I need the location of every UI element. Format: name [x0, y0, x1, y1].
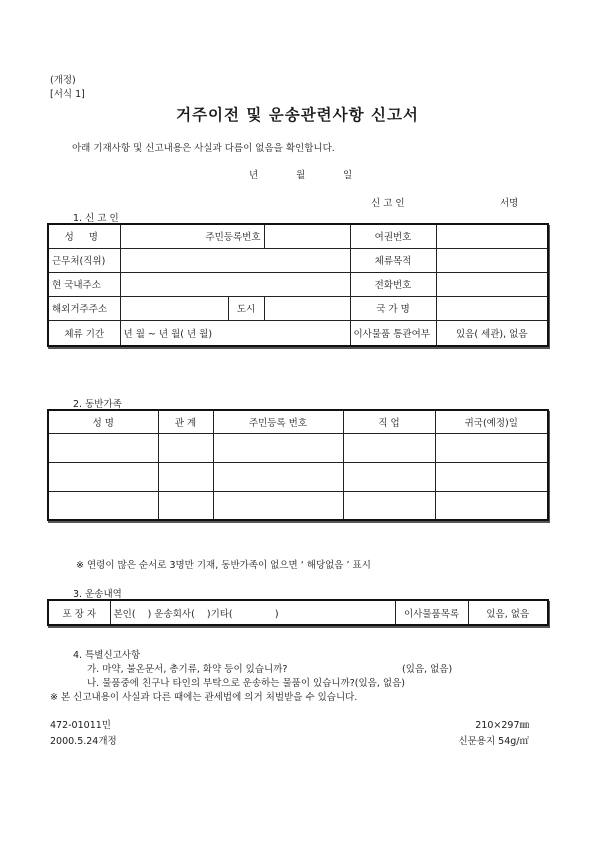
date-year-label: 년: [249, 170, 259, 181]
packer-options-field[interactable]: 본인( ) 운송회사( )기타( ): [110, 600, 395, 625]
stay-purpose-field[interactable]: [436, 248, 548, 272]
declarant-table: [47, 223, 549, 347]
penalty-warning: ※ 본 신고내용이 사실과 다른 때에는 관세법에 의거 처벌받을 수 있습니다.: [50, 692, 358, 703]
date-day-label: 일: [343, 170, 353, 181]
paper-size: 210×297㎜: [475, 720, 529, 731]
transport-table: [47, 599, 549, 626]
family-cell[interactable]: [343, 491, 435, 520]
table-row: [48, 462, 548, 491]
packer-label: 포 장 자: [48, 600, 110, 625]
stay-period-label: 체류 기간: [48, 320, 120, 346]
confirmation-text: 아래 기재사항 및 신고내용은 사실과 다름이 없음을 확인합니다.: [72, 143, 335, 154]
family-header-row: [48, 410, 548, 433]
family-col-resident-number: 주민등록 번호: [213, 410, 343, 433]
family-note: ※ 연령이 많은 순서로 3명만 기재, 동반가족이 없으면 ‘ 해당없음 ’ 표시: [76, 560, 371, 571]
city-label: 도시: [228, 296, 264, 320]
section3-heading: 3. 운송내역: [73, 589, 122, 600]
goods-list-answer-field[interactable]: 있음, 없음: [468, 600, 548, 625]
revision-date: 2000.5.24개정: [50, 736, 117, 747]
section2-heading: 2. 동반가족: [73, 399, 122, 410]
declarant-row-4: [48, 296, 548, 320]
family-cell[interactable]: [343, 433, 435, 462]
domestic-address-field[interactable]: [120, 272, 350, 296]
revision-tag: (개정): [50, 75, 76, 86]
declarant-row-3: [48, 272, 548, 296]
declarant-label: 신 고 인: [371, 198, 405, 209]
family-cell[interactable]: [213, 433, 343, 462]
special-item-a: 가. 마약, 불온문서, 총기류, 화약 등이 있습니까?: [87, 664, 288, 675]
family-cell[interactable]: [48, 491, 158, 520]
workplace-label: 근무처(직위): [48, 248, 120, 272]
stay-purpose-label: 체류목적: [350, 248, 436, 272]
city-field[interactable]: [264, 296, 350, 320]
special-item-b: 나. 물품중에 친구나 타인의 부탁으로 운송하는 물품이 있습니까?(있음, 없음): [87, 678, 405, 689]
family-col-return-date: 귀국(예정)일: [435, 410, 548, 433]
goods-list-label: 이사물품목록: [395, 600, 468, 625]
family-cell[interactable]: [213, 491, 343, 520]
country-label: 국 가 명: [350, 296, 436, 320]
section1-heading: 1. 신 고 인: [73, 213, 119, 224]
domestic-address-label: 현 국내주소: [48, 272, 120, 296]
date-month-label: 월: [296, 170, 306, 181]
resident-number-label: 주민등록번호: [120, 224, 264, 248]
form-number: [서식 1]: [50, 89, 85, 100]
table-row: [48, 491, 548, 520]
family-table: [47, 409, 549, 521]
phone-field[interactable]: [436, 272, 548, 296]
passport-number-field[interactable]: [436, 224, 548, 248]
name-label: 성 명: [48, 224, 120, 248]
signature-label: 서명: [500, 198, 519, 209]
family-col-occupation: 직 업: [343, 410, 435, 433]
page-title: 거주이전 및 운송관련사항 신고서: [176, 106, 419, 124]
form-code: 472-01011민: [50, 720, 111, 731]
family-cell[interactable]: [158, 491, 213, 520]
family-cell[interactable]: [48, 462, 158, 491]
family-cell[interactable]: [48, 433, 158, 462]
moving-goods-customs-label: 이사물품 통관여부: [350, 320, 436, 346]
declarant-row-2: [48, 248, 548, 272]
family-cell[interactable]: [435, 491, 548, 520]
customs-answer-field[interactable]: 있음( 세관), 없음: [436, 320, 548, 346]
transport-row: [48, 600, 548, 625]
family-col-name: 성 명: [48, 410, 158, 433]
family-cell[interactable]: [213, 462, 343, 491]
family-cell[interactable]: [158, 433, 213, 462]
overseas-address-field[interactable]: [120, 296, 228, 320]
special-item-a-answer[interactable]: (있음, 없음): [402, 664, 453, 675]
family-col-relation: 관 계: [158, 410, 213, 433]
family-cell[interactable]: [158, 462, 213, 491]
family-cell[interactable]: [435, 462, 548, 491]
family-cell[interactable]: [435, 433, 548, 462]
stay-period-field[interactable]: 년 월 ~ 년 월( 년 월): [120, 320, 350, 346]
country-field[interactable]: [436, 296, 548, 320]
workplace-field[interactable]: [120, 248, 350, 272]
phone-label: 전화번호: [350, 272, 436, 296]
declarant-row-1: [48, 224, 548, 248]
family-cell[interactable]: [343, 462, 435, 491]
section4-heading: 4. 특별신고사항: [73, 650, 141, 661]
paper-type: 신문용지 54g/㎡: [458, 736, 529, 747]
overseas-address-label: 해외거주주소: [48, 296, 120, 320]
declarant-row-5: [48, 320, 548, 346]
passport-number-label: 여권번호: [350, 224, 436, 248]
resident-number-field[interactable]: [264, 224, 350, 248]
table-row: [48, 433, 548, 462]
